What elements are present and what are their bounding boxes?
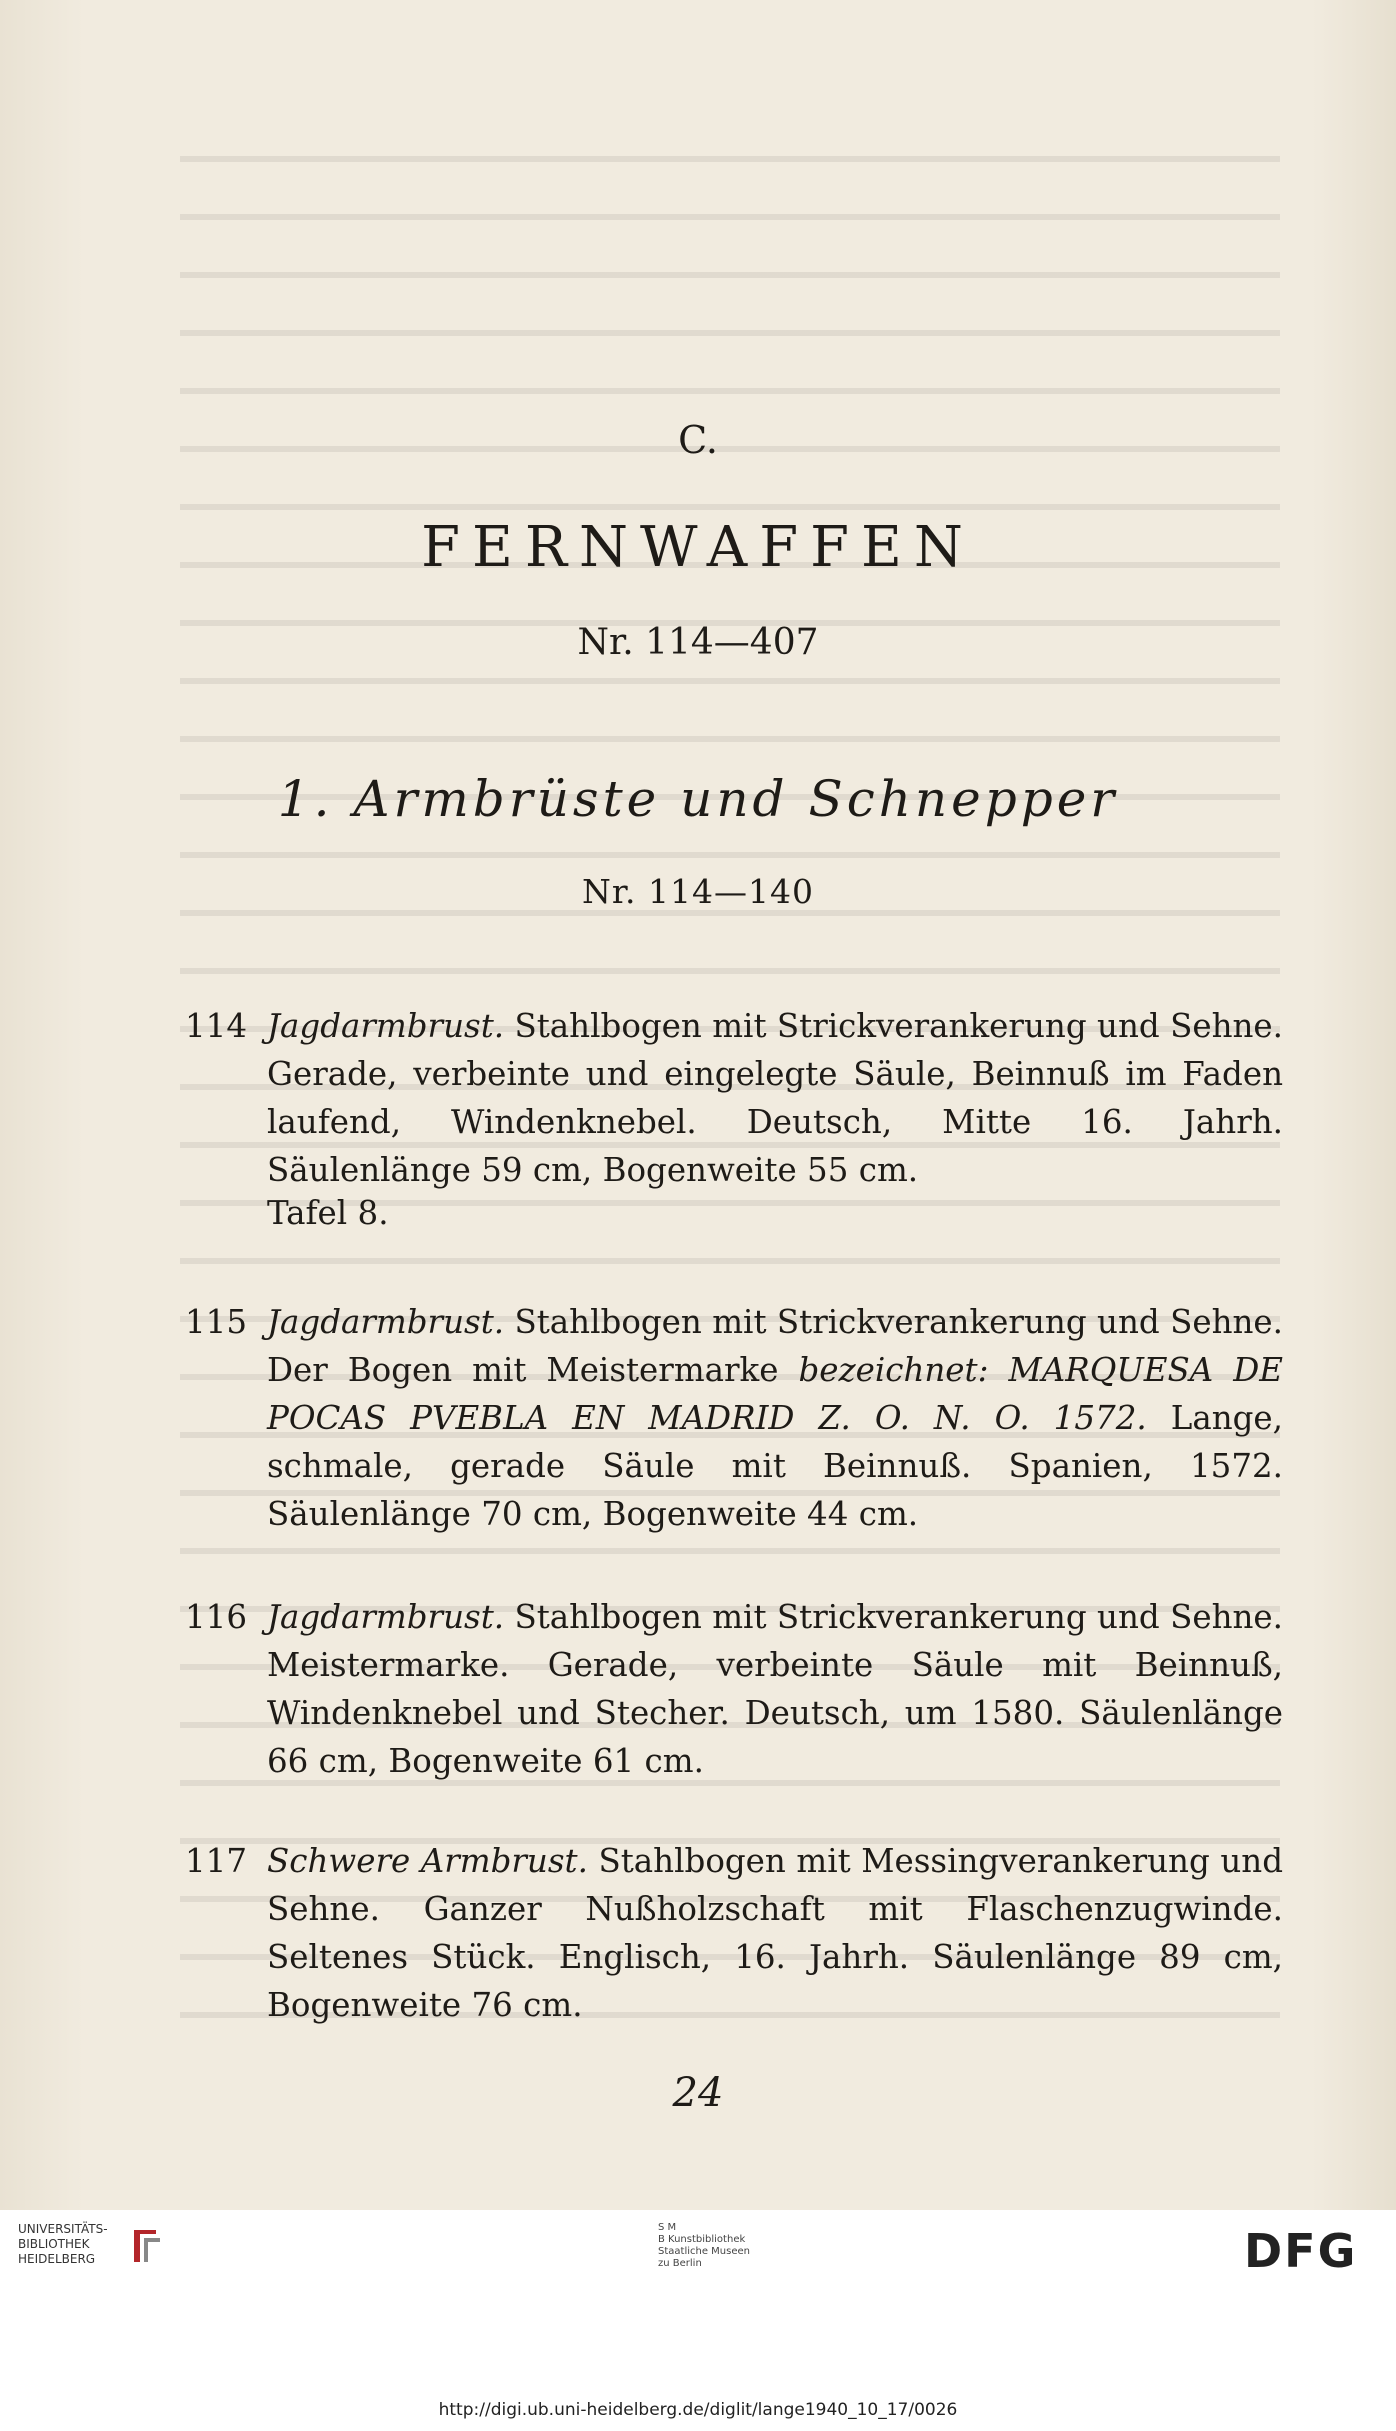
page-number: 24 <box>672 2070 724 2116</box>
entry-number: 115 <box>185 1303 248 1341</box>
entry-name: Jagdarmbrust. <box>267 1007 505 1045</box>
logo-line: zu Berlin <box>658 2258 702 2269</box>
entry-number: 116 <box>185 1598 248 1636</box>
entry-name: Jagdarmbrust. <box>267 1598 505 1636</box>
university-crest-icon <box>126 2226 166 2266</box>
subsection-range: Nr. 114—140 <box>582 872 814 911</box>
catalog-entry-115 <box>185 1298 1283 1538</box>
catalog-entry-116 <box>185 1593 1283 1785</box>
subsection-title: 1. Armbrüste und Schnepper <box>277 770 1119 828</box>
entry-name: Jagdarmbrust. <box>267 1303 505 1341</box>
entry-number: 117 <box>185 1842 248 1880</box>
heidelberg-library-logo[interactable] <box>18 2222 108 2267</box>
entry-marking: bezeichnet: MARQUESA DE POCAS PVEBLA EN MADRID Z. O. N. O. 1572. <box>267 1351 1283 1437</box>
entry-text: Lange, schmale, gerade Säule mit Beinnuß. Spanien, 1572. Säulenlänge 70 cm, Bogenweite 44 cm. <box>267 1399 1284 1533</box>
entry-plate-reference: Tafel 8. <box>267 1194 389 1232</box>
logo-line: BIBLIOTHEK <box>18 2237 90 2251</box>
entry-text: Stahlbogen mit Strickverankerung und Sehne. Der Bogen mit Meistermarke <box>267 1303 1283 1389</box>
logo-line: S M <box>658 2222 677 2233</box>
catalog-entry-114 <box>185 1002 1283 1194</box>
logo-line: HEIDELBERG <box>18 2252 96 2266</box>
dfg-logo[interactable]: DFG <box>1244 2224 1358 2278</box>
section-range: Nr. 114—407 <box>577 622 819 663</box>
smb-kunstbibliothek-logo[interactable] <box>658 2222 750 2270</box>
logo-line: B Kunstbibliothek <box>658 2234 746 2245</box>
entry-text: Stahlbogen mit Strickverankerung und Sehne. Gerade, verbeinte und eingelegte Säule, Beinnuß im Faden laufend, Windenknebel. Deutsch, Mitte 16. Jahrh. Säulenlänge 59 cm, Bogenweite 55 cm. <box>267 1007 1283 1189</box>
entry-text: Stahlbogen mit Messingverankerung und Sehne. Ganzer Nußholzschaft mit Flaschenzugwinde. Seltenes Stück. Englisch, 16. Jahrh. Säulenlänge 89 cm, Bogenweite 76 cm. <box>267 1842 1283 2024</box>
entry-name: Schwere Armbrust. <box>267 1842 588 1880</box>
logo-line: Staatliche Museen <box>658 2246 750 2257</box>
logo-line: UNIVERSITÄTS- <box>18 2222 108 2236</box>
page-url[interactable]: http://digi.ub.uni-heidelberg.de/diglit/lange1940_10_17/0026 <box>438 2400 958 2420</box>
catalog-entry-117 <box>185 1837 1283 2029</box>
section-title: FERNWAFFEN <box>421 515 975 580</box>
entry-text: Stahlbogen mit Strickverankerung und Sehne. Meistermarke. Gerade, verbeinte Säule mit Beinnuß, Windenknebel und Stecher. Deutsch, um 1580. Säulenlänge 66 cm, Bogenweite 61 cm. <box>267 1598 1283 1780</box>
section-letter: C. <box>678 418 718 462</box>
entry-number: 114 <box>185 1007 248 1045</box>
